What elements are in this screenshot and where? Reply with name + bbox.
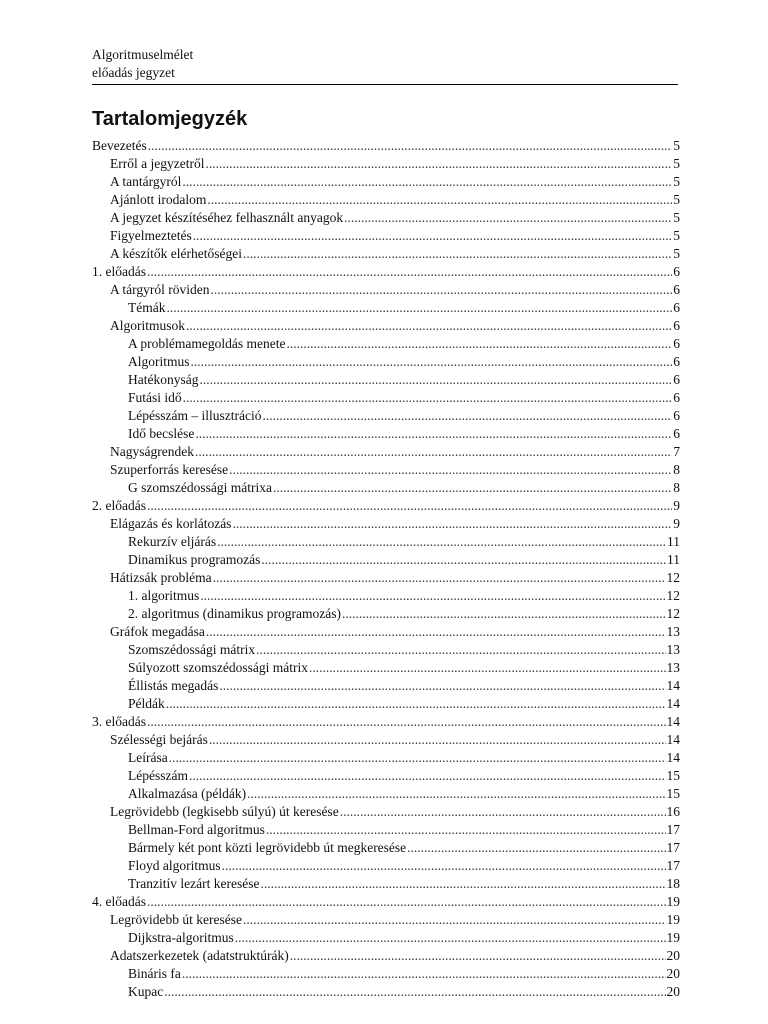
toc-dot-leader [195,425,672,443]
toc-entry[interactable] [92,677,680,695]
toc-entry-page-number: 19 [666,894,680,909]
toc-entry-page-number: 5 [673,138,680,153]
toc-dot-leader [182,173,672,191]
toc-dot-leader [340,803,666,821]
toc-dot-leader [147,893,666,911]
toc-dot-leader [205,155,672,173]
toc-entry-label: A tantárgyról [110,174,182,189]
toc-entry-page-number: 20 [666,966,680,981]
toc-entry-label: 3. előadás [92,714,146,729]
toc-entry[interactable] [92,353,680,371]
toc-dot-leader [222,857,666,875]
toc-entry-label: Bármely két pont közti legrövidebb út megkeresése [128,840,407,855]
toc-entry[interactable] [92,767,680,785]
toc-entry-label: Súlyozott szomszédossági mátrix [128,660,308,675]
toc-dot-leader [147,713,666,731]
toc-dot-leader [206,623,666,641]
toc-entry-label: Szomszédossági mátrix [128,642,256,657]
toc-entry[interactable] [92,821,680,839]
toc-entry-page-number: 14 [666,732,680,747]
toc-dot-leader [309,659,666,677]
toc-dot-leader [290,947,666,965]
toc-dot-leader [169,749,666,767]
toc-entry-page-number: 5 [673,174,680,189]
toc-entry-page-number: 8 [673,462,680,477]
toc-entry[interactable] [92,713,680,731]
toc-entry[interactable] [92,317,680,335]
toc-entry-label: 2. előadás [92,498,146,513]
toc-entry[interactable] [92,623,680,641]
toc-dot-leader [256,641,665,659]
toc-entry[interactable] [92,965,680,983]
toc-entry-label: Tranzitív lezárt keresése [128,876,260,891]
toc-entry-label: Kupac [128,984,164,999]
toc-dot-leader [199,371,672,389]
toc-entry-label: 2. algoritmus (dinamikus programozás) [128,606,341,621]
toc-entry[interactable] [92,893,680,911]
toc-dot-leader [243,911,666,929]
toc-entry-page-number: 5 [673,228,680,243]
toc-entry-label: Algoritmusok [110,318,186,333]
toc-entry[interactable] [92,407,680,425]
toc-entry-page-number: 14 [666,696,680,711]
toc-entry-page-number: 17 [666,858,680,873]
toc-entry-label: Bináris fa [128,966,181,981]
toc-dot-leader [243,245,672,263]
toc-entry[interactable] [92,929,680,947]
toc-entry[interactable] [92,443,680,461]
toc-entry[interactable] [92,731,680,749]
toc-entry-label: Idő becslése [128,426,195,441]
toc-dot-leader [200,587,665,605]
toc-entry-label: 1. algoritmus [128,588,200,603]
header-subtitle: előadás jegyzet [92,65,175,80]
toc-entry-page-number: 11 [667,552,680,567]
toc-entry-page-number: 18 [666,876,680,891]
toc-entry[interactable] [92,695,680,713]
toc-entry-page-number: 17 [666,840,680,855]
toc-entry-page-number: 6 [673,300,680,315]
toc-entry[interactable] [92,515,680,533]
toc-entry-label: Legrövidebb út keresése [110,912,242,927]
toc-dot-leader [148,137,673,155]
toc-entry-label: Leírása [128,750,168,765]
toc-dot-leader [182,965,666,983]
toc-entry-label: 4. előadás [92,894,146,909]
toc-entry-label: 1. előadás [92,264,146,279]
toc-dot-leader [260,875,665,893]
toc-dot-leader [191,353,673,371]
toc-entry[interactable] [92,209,680,227]
toc-entry-label: Erről a jegyzetről [110,156,205,171]
toc-entry-label: Éllistás megadás [128,678,219,693]
toc-entry-page-number: 6 [673,318,680,333]
toc-entry-label: Témák [128,300,166,315]
toc-entry-label: Dinamikus programozás [128,552,261,567]
toc-dot-leader [342,605,666,623]
toc-entry-page-number: 15 [666,768,680,783]
toc-title: Tartalomjegyzék [92,108,248,130]
toc-entry-page-number: 13 [666,624,680,639]
toc-entry-label: Nagyságrendek [110,444,194,459]
toc-dot-leader [266,821,666,839]
toc-dot-leader [235,929,666,947]
toc-entry[interactable] [92,173,680,191]
toc-entry-page-number: 6 [673,264,680,279]
toc-entry[interactable] [92,659,680,677]
toc-entry-label: Gráfok megadása [110,624,205,639]
toc-entry[interactable] [92,641,680,659]
toc-dot-leader [164,983,665,1001]
toc-entry-page-number: 8 [673,480,680,495]
toc-dot-leader [232,515,672,533]
toc-entry[interactable] [92,551,680,569]
toc-entry-label: Ajánlott irodalom [110,192,207,207]
toc-entry-label: Bellman-Ford algoritmus [128,822,265,837]
toc-dot-leader [195,443,672,461]
toc-entry-page-number: 6 [673,354,680,369]
toc-entry-page-number: 9 [673,498,680,513]
toc-entry-label: Legrövidebb (legkisebb súlyú) út keresése [110,804,339,819]
toc-dot-leader [166,695,666,713]
toc-entry[interactable] [92,461,680,479]
header-course-title: Algoritmuselmélet [92,47,194,62]
toc-entry-page-number: 6 [673,282,680,297]
toc-entry-label: Adatszerkezetek (adatstruktúrák) [110,948,289,963]
toc-entry[interactable] [92,389,680,407]
toc-dot-leader [407,839,665,857]
toc-dot-leader [219,677,665,695]
toc-entry-label: Lépésszám – illusztráció [128,408,262,423]
toc-entry[interactable] [92,479,680,497]
toc-dot-leader [273,479,672,497]
toc-dot-leader [147,263,672,281]
toc-entry-page-number: 12 [666,570,680,585]
toc-dot-leader [147,497,672,515]
toc-entry[interactable] [92,191,680,209]
page-header [92,46,678,85]
toc-entry[interactable] [92,299,680,317]
toc-entry[interactable] [92,263,680,281]
toc-dot-leader [262,407,672,425]
toc-dot-leader [213,569,666,587]
toc-entry-label: Algoritmus [128,354,190,369]
toc-entry-label: Rekurzív eljárás [128,534,217,549]
toc-entry-page-number: 9 [673,516,680,531]
toc-entry-page-number: 20 [666,948,680,963]
toc-entry-label: Elágazás és korlátozás [110,516,232,531]
toc-entry-page-number: 6 [673,336,680,351]
toc-dot-leader [229,461,672,479]
toc-dot-leader [286,335,672,353]
toc-dot-leader [247,785,665,803]
toc-entry[interactable] [92,857,680,875]
toc-entry-page-number: 19 [666,912,680,927]
toc-entry-label: Bevezetés [92,138,147,153]
toc-entry-label: Alkalmazása (példák) [128,786,247,801]
toc-entry-page-number: 13 [666,660,680,675]
toc-entry[interactable] [92,911,680,929]
toc-entry-label: A tárgyról röviden [110,282,210,297]
toc-entry-page-number: 6 [673,408,680,423]
toc-entry[interactable] [92,569,680,587]
toc-entry-page-number: 16 [666,804,680,819]
toc-dot-leader [344,209,672,227]
toc-entry[interactable] [92,605,680,623]
toc-entry[interactable] [92,839,680,857]
toc-dot-leader [189,767,666,785]
toc-entry[interactable] [92,749,680,767]
toc-entry-page-number: 13 [666,642,680,657]
toc-entry-page-number: 5 [673,210,680,225]
toc-entry[interactable] [92,785,680,803]
toc-entry-page-number: 11 [667,534,680,549]
toc-entry[interactable] [92,227,680,245]
toc-entry-page-number: 15 [666,786,680,801]
toc-entry[interactable] [92,281,680,299]
toc-entry-label: Futási idő [128,390,182,405]
toc-entry-label: A készítők elérhetőségei [110,246,242,261]
toc-entry-page-number: 5 [673,156,680,171]
toc-entry[interactable] [92,875,680,893]
toc-entry[interactable] [92,497,680,515]
toc-dot-leader [193,227,673,245]
toc-entry-label: A jegyzet készítéséhez felhasznált anyagok [110,210,344,225]
toc-entry-page-number: 6 [673,390,680,405]
toc-entry-page-number: 17 [666,822,680,837]
toc-entry-label: Szuperforrás keresése [110,462,229,477]
toc-entry-page-number: 5 [673,192,680,207]
toc-entry[interactable] [92,803,680,821]
toc-entry-label: Lépésszám [128,768,188,783]
toc-entry[interactable] [92,425,680,443]
toc-entry-label: Figyelmeztetés [110,228,192,243]
toc-entry-page-number: 12 [666,588,680,603]
toc-entry-page-number: 19 [666,930,680,945]
toc-dot-leader [217,533,666,551]
toc-entry-page-number: 20 [666,984,680,999]
toc-entry-label: Hátizsák probléma [110,570,212,585]
toc-dot-leader [183,389,673,407]
toc-entry[interactable] [92,335,680,353]
toc-entry[interactable] [92,587,680,605]
toc-entry-label: Példák [128,696,165,711]
toc-dot-leader [210,281,672,299]
toc-entry[interactable] [92,371,680,389]
toc-entry[interactable] [92,983,680,1001]
toc-entry-page-number: 5 [673,246,680,261]
toc-entry-label: Szélességi bejárás [110,732,208,747]
toc-dot-leader [209,731,666,749]
toc-entry-page-number: 6 [673,426,680,441]
toc-entry[interactable] [92,947,680,965]
toc-entry-label: Dijkstra-algoritmus [128,930,234,945]
toc-entry-label: Floyd algoritmus [128,858,221,873]
toc-entry-page-number: 12 [666,606,680,621]
toc-entry-page-number: 14 [666,714,680,729]
toc-entry-label: Hatékonyság [128,372,199,387]
toc-entry[interactable] [92,533,680,551]
toc-entry-page-number: 14 [666,678,680,693]
toc-entry[interactable] [92,137,680,155]
toc-entry[interactable] [92,245,680,263]
toc-entry-page-number: 14 [666,750,680,765]
toc-dot-leader [166,299,672,317]
table-of-contents [92,137,680,1001]
toc-dot-leader [186,317,672,335]
toc-entry-page-number: 6 [673,372,680,387]
toc-dot-leader [261,551,666,569]
toc-entry-label: A problémamegoldás menete [128,336,286,351]
toc-dot-leader [207,191,672,209]
toc-entry[interactable] [92,155,680,173]
toc-entry-page-number: 7 [673,444,680,459]
toc-entry-label: G szomszédossági mátrixa [128,480,272,495]
